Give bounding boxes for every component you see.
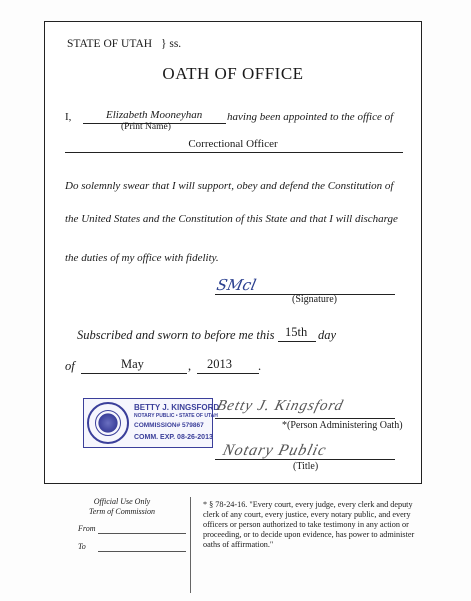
title-signature: Notary Public xyxy=(221,442,329,459)
day-word: day xyxy=(318,328,337,342)
title-line xyxy=(215,459,395,460)
date-period: . xyxy=(258,359,262,373)
from-line xyxy=(98,533,186,534)
month-value: May xyxy=(121,357,144,371)
title-caption: (Title) xyxy=(293,461,319,472)
year-line xyxy=(197,373,259,374)
administering-signature: Betty J. Kingsford xyxy=(215,398,346,414)
state-brace: } xyxy=(160,38,167,50)
day-line xyxy=(278,341,316,342)
oath-line-2: the United States and the Constitution of this State and that I will discharge xyxy=(65,213,398,225)
stamp-expiration: COMM. EXP. 08-26-2013 xyxy=(134,434,213,441)
administering-caption: *(Person Administering Oath) xyxy=(282,420,403,431)
subscribed-text: Subscribed and sworn to before me this xyxy=(77,328,275,342)
notary-stamp xyxy=(83,398,220,448)
stamp-name: BETTY J. KINGSFORD xyxy=(134,403,220,412)
oath-line-1: Do solemnly swear that I will support, obey and defend the Constitution of xyxy=(65,180,394,192)
month-line xyxy=(81,373,187,374)
year-value: 2013 xyxy=(207,357,232,371)
stamp-subtitle: NOTARY PUBLIC • STATE OF UTAH xyxy=(134,413,218,419)
state-label: STATE OF UTAH xyxy=(67,38,153,50)
of-word: of xyxy=(65,359,75,373)
statute-note: * § 78-24-16. "Every court, every judge, every clerk and deputy clerk of any court, every justice, every notary public, and every officers or person authorized to take testimony in any action or proceeding, or to decide upon evidence, has power to administer oaths of affirmation." xyxy=(203,500,415,549)
oath-form-box xyxy=(44,21,422,484)
notary-seal-icon xyxy=(87,402,129,444)
signature-caption: (Signature) xyxy=(292,294,337,305)
oath-line-3: the duties of my office with fidelity. xyxy=(65,252,219,264)
official-use-heading: Official Use Only xyxy=(93,497,151,506)
day-value: 15th xyxy=(285,325,308,339)
state-ss: ss. xyxy=(169,38,182,50)
to-label: To xyxy=(78,542,86,551)
seal-emblem-icon xyxy=(95,410,121,436)
page-title: OATH OF OFFICE xyxy=(162,64,304,83)
i-label: I, xyxy=(65,111,72,123)
office-value: Correctional Officer xyxy=(188,138,278,150)
date-comma: , xyxy=(188,359,192,373)
state-heading xyxy=(67,38,181,50)
signature-mark: SMcl xyxy=(215,276,258,294)
name-value: Elizabeth Mooneyhan xyxy=(106,109,203,121)
term-of-commission: Term of Commission xyxy=(89,507,155,516)
from-label: From xyxy=(78,524,96,533)
to-line xyxy=(98,551,186,552)
administering-line xyxy=(215,418,395,419)
appointed-text: having been appointed to the office of xyxy=(227,111,394,123)
footer-divider xyxy=(190,497,191,593)
office-line xyxy=(65,152,403,153)
stamp-commission: COMMISSION# 579867 xyxy=(134,422,204,429)
print-name-label: (Print Name) xyxy=(121,122,171,132)
